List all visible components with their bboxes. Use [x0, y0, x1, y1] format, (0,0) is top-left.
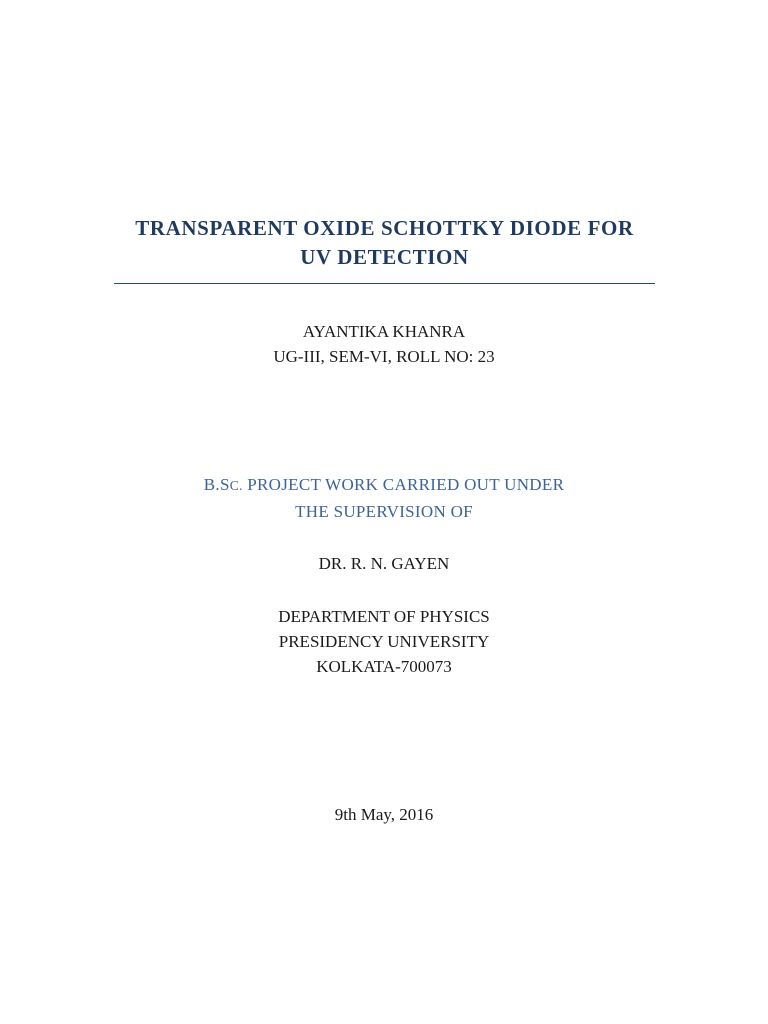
supervisor-name: DR. R. N. GAYEN	[318, 554, 450, 573]
project-statement-line-2: THE SUPERVISION OF	[295, 502, 473, 521]
author-details: UG-III, SEM-VI, ROLL NO: 23	[273, 347, 495, 366]
project-statement-line-1	[0, 472, 768, 499]
submission-date-block	[0, 802, 768, 827]
thesis-title-line-2: UV DETECTION	[300, 245, 469, 269]
title-divider	[114, 283, 655, 284]
author-name: AYANTIKA KHANRA	[302, 322, 466, 341]
degree-prefix-b: B.S	[203, 475, 230, 494]
thesis-title	[114, 214, 655, 272]
thesis-title-line-1: TRANSPARENT OXIDE SCHOTTKY DIODE FOR	[135, 216, 634, 240]
department-block	[0, 604, 768, 679]
project-statement	[0, 472, 768, 525]
university-location: KOLKATA-700073	[316, 657, 452, 676]
degree-prefix-c: C.	[229, 478, 243, 493]
university-name: PRESIDENCY UNIVERSITY	[278, 632, 490, 651]
project-statement-line-1-rest: PROJECT WORK CARRIED OUT UNDER	[242, 475, 565, 494]
submission-date: 9th May, 2016	[334, 805, 434, 824]
author-block	[0, 319, 768, 369]
supervisor-block	[0, 551, 768, 576]
department-name: DEPARTMENT OF PHYSICS	[278, 607, 490, 626]
